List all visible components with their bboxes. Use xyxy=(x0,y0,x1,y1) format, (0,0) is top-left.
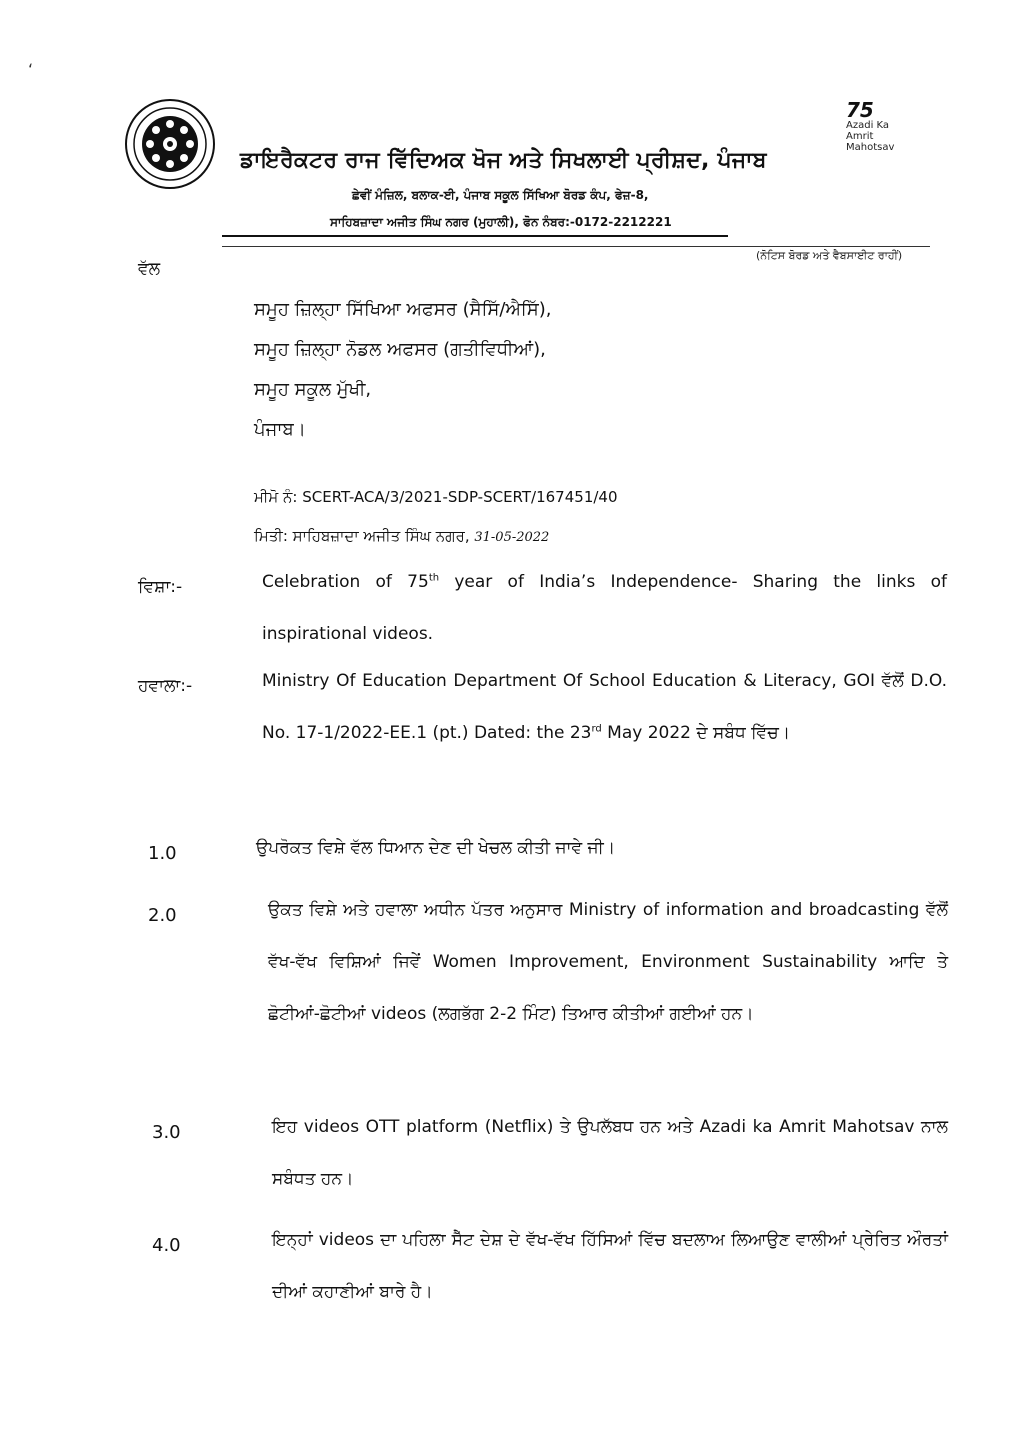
recipient-line: ਸਮੂਹ ਜ਼ਿਲ੍ਹਾ ਨੋਡਲ ਅਫਸਰ (ਗਤੀਵਿਧੀਆਂ), xyxy=(254,339,546,360)
recipient-line: ਸਮੂਹ ਸਕੂਲ ਮੁੱਖੀ, xyxy=(254,379,372,400)
reference-sup: rd xyxy=(591,723,602,735)
scan-mark: ‘ xyxy=(28,60,34,79)
header-divider-long xyxy=(222,246,930,247)
memo-number: SCERT-ACA/3/2021-SDP-SCERT/167451/40 xyxy=(302,488,618,506)
notice-note: (ਨੋਟਿਸ ਬੋਰਡ ਅਤੇ ਵੈਬਸਾਈਟ ਰਾਹੀਂ) xyxy=(756,249,903,262)
logo-line-2: Amrit Mahotsav xyxy=(846,131,895,153)
memo-label: ਮੀਮੋ ਨੰ: xyxy=(254,488,298,506)
to-label: ਵੱਲ xyxy=(138,259,161,279)
logo-line-1: Azadi Ka xyxy=(846,120,890,131)
subject-text-b: year of India’s Independence- Sharing the links of inspirational videos. xyxy=(262,572,947,644)
reference-text-a: Ministry Of Education Department Of School Education & Literacy, GOI ਵੱਲੋਂ D.O. No. 17-1/2022-EE.1 (pt.) Dated: the 23 xyxy=(262,671,947,743)
recipient-line: ਸਮੂਹ ਜ਼ਿਲ੍ਹਾ ਸਿੱਖਿਆ ਅਫਸਰ (ਸੈਸਿੱ/ਐਸਿੱ), xyxy=(254,299,552,320)
point-number: 3.0 xyxy=(152,1122,181,1143)
subject-label: ਵਿਸ਼ਾ:- xyxy=(138,577,183,597)
header-divider xyxy=(222,235,728,237)
subject-text-a: Celebration of 75 xyxy=(262,572,429,592)
recipients-list xyxy=(254,290,551,450)
point-number: 1.0 xyxy=(148,843,177,864)
scert-emblem-logo xyxy=(124,98,216,190)
office-address-line-2: ਸਾਹਿਬਜ਼ਾਦਾ ਅਜੀਤ ਸਿੰਘ ਨਗਰ (ਮੁਹਾਲੀ), ਫੋਨ ਨੰਬਰ:-0172-2212221 xyxy=(330,215,672,229)
azadi-ka-amrit-mahotsav-logo xyxy=(846,100,916,158)
reference-text xyxy=(262,655,947,759)
memo-number-line xyxy=(254,488,618,506)
emblem-icon xyxy=(124,98,216,190)
point-text: ਇਨ੍ਹਾਂ videos ਦਾ ਪਹਿਲਾ ਸੈੱਟ ਦੇਸ਼ ਦੇ ਵੱਖ-ਵੱਖ ਹਿੱਸਿਆਂ ਵਿੱਚ ਬਦਲਾਅ ਲਿਆਉਣ ਵਾਲੀਆਂ ਪ੍ਰੇਰਿਤ ਔਰਤਾਂ ਦੀਆਂ ਕਹਾਣੀਆਂ ਬਾਰੇ ਹੈ। xyxy=(272,1230,948,1302)
reference-label: ਹਵਾਲਾ:- xyxy=(138,676,193,696)
office-address-line-1: ਛੇਵੀਂ ਮੰਜ਼ਿਲ, ਬਲਾਕ-ਈ, ਪੰਜਾਬ ਸਕੂਲ ਸਿੱਖਿਆ ਬੋਰਡ ਕੰਪ, ਫੇਜ਼-8, xyxy=(352,188,649,202)
date-label: ਮਿਤੀ: ਸਾਹਿਬਜ਼ਾਦਾ ਅਜੀਤ ਸਿੰਘ ਨਗਰ, xyxy=(254,527,470,545)
subject-text xyxy=(262,556,947,660)
point-text: ਉਕਤ ਵਿਸ਼ੇ ਅਤੇ ਹਵਾਲਾ ਅਧੀਨ ਪੱਤਰ ਅਨੁਸਾਰ Ministry of information and broadcasting ਵੱਲੋਂ ਵੱਖ-ਵੱਖ ਵਿਸ਼ਿਆਂ ਜਿਵੇਂ Women Improvement, Environment Sustainability ਆਦਿ ਤੇ ਛੋਟੀਆਂ-ਛੋਟੀਆਂ videos (ਲਗਭੱਗ 2-2 ਮਿੰਟ) ਤਿਆਰ ਕੀਤੀਆਂ ਗਈਆਂ ਹਨ। xyxy=(268,900,948,1024)
office-title: ਡਾਇਰੈਕਟਰ ਰਾਜ ਵਿੱਦਿਅਕ ਖੋਜ ਅਤੇ ਸਿਖਲਾਈ ਪ੍ਰੀਸ਼ਦ, ਪੰਜਾਬ xyxy=(240,148,767,173)
point-text: ਇਹ videos OTT platform (Netflix) ਤੇ ਉਪਲੱਬਧ ਹਨ ਅਤੇ Azadi ka Amrit Mahotsav ਨਾਲ ਸਬੰਧਤ ਹਨ। xyxy=(272,1117,948,1189)
point-text: ਉਪਰੋਕਤ ਵਿਸ਼ੇ ਵੱਲ ਧਿਆਨ ਦੇਣ ਦੀ ਖੇਚਲ ਕੀਤੀ ਜਾਵੇ ਜੀ। xyxy=(256,838,616,858)
recipient-line: ਪੰਜਾਬ। xyxy=(254,419,306,440)
reference-text-b: May 2022 ਦੇ ਸਬੰਧ ਵਿੱਚ। xyxy=(601,723,791,743)
point-number: 4.0 xyxy=(152,1235,181,1256)
date-value: 31-05-2022 xyxy=(474,530,550,545)
logo-75-number: 75 xyxy=(846,98,874,122)
subject-sup: th xyxy=(428,572,440,584)
memo-date-line xyxy=(254,527,549,545)
point-number: 2.0 xyxy=(148,905,177,926)
